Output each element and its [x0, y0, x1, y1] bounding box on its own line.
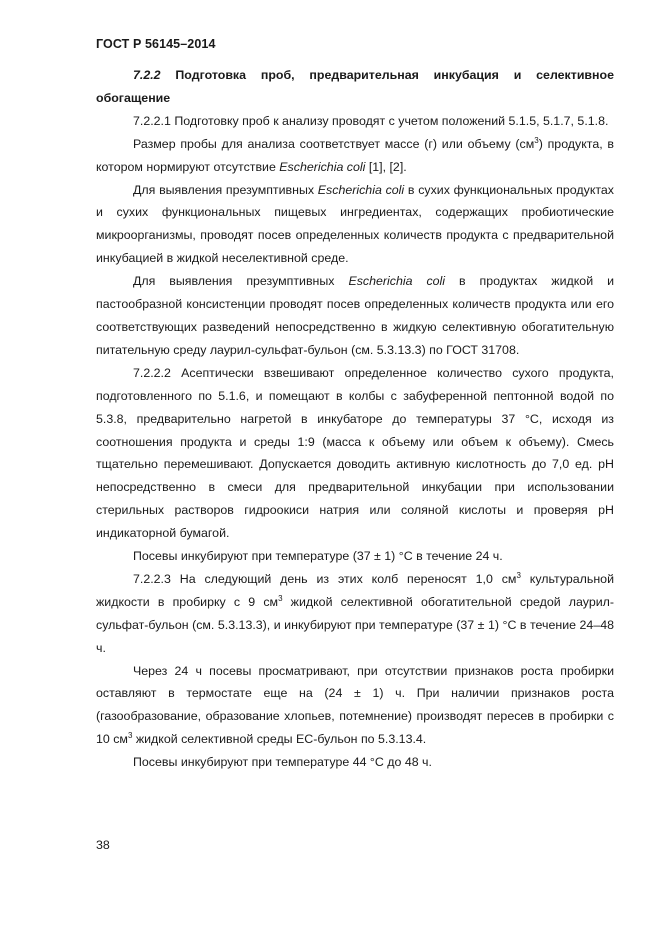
paragraph-inspection: [96, 660, 614, 752]
text-run: [1], [2].: [365, 159, 407, 174]
page-number: 38: [96, 838, 110, 852]
paragraph-7-2-2-2: 7.2.2.2 Асептически взвешивают определенное количество сухого продукта, подготовленного по 5.1.6, и помещают в колбы с забуференной пептонной водой по 5.3.8, предварительно нагретой в инкубаторе до температуры 37 °С, исходя из соотношения продукта и среды 1:9 (масса к объему или объем к объему). Смесь тщательно перемешивают. Допускается доводить активную кислотность до 7,0 ед. pH непосредственно в смеси для предварительной инкубации при использовании стерильных растворов гидроокиси натрия или соляной кислоты и проверяя pH индикаторной бумагой.: [96, 365, 614, 541]
superscript: 3: [516, 570, 521, 580]
document-header: ГОСТ Р 56145–2014: [96, 37, 216, 51]
species-name: Escherichia coli: [317, 182, 405, 197]
text-run: в продуктах жидкой и пастообразной консистенции проводят посев определенных количеств продукта или его соответствующих разведений непосредственно в жидкую селективную обогатительную питательную среду лаурил-сульфат-бульон (см. 5.3.13.3) по ГОСТ 31708.: [96, 274, 614, 357]
paragraph-incubation-44: Посевы инкубируют при температуре 44 °С до 48 ч.: [133, 755, 432, 770]
paragraph-7-2-2-3: [96, 568, 614, 660]
superscript: 3: [278, 593, 283, 603]
text-run: культуральной жидкости в пробирку с 9 см: [96, 571, 614, 609]
paragraph-sample-size: [96, 133, 614, 179]
text-run: жидкой селективной среды ЕС-бульон по 5.3.13.4.: [132, 732, 427, 747]
section-number: 7.2.2: [133, 68, 161, 82]
paragraph-7-2-2-1: 7.2.2.1 Подготовку проб к анализу проводят с учетом положений 5.1.5, 5.1.7, 5.1.8.: [133, 113, 609, 128]
species-name: Escherichia coli: [279, 159, 366, 174]
paragraph-dry-products: [96, 179, 614, 271]
species-name: Escherichia coli: [348, 274, 446, 289]
text-run: Размер пробы для анализа соответствует массе (г) или объему (см: [133, 136, 535, 151]
paragraph-incubation-37: Посевы инкубируют при температуре (37 ± 1) °С в течение 24 ч.: [133, 549, 503, 564]
superscript: 3: [127, 731, 133, 741]
text-run: жидкой селективной обогатительной средой лаурил-сульфат-бульон (см. 5.3.13.3), и инкубируют при температуре (37 ± 1) °С в течение 24–48 ч.: [96, 594, 614, 655]
text-run: Для выявления презумптивных: [133, 182, 318, 197]
text-run: Через 24 ч посевы просматривают, при отсутствии признаков роста пробирки оставляют в термостате еще на (24 ± 1) ч. При наличии признаков роста (газообразование, образование хлопьев, потемнение) производят пересев в пробирки с 10 см: [96, 663, 614, 747]
text-run: в сухих функциональных продуктах и сухих функциональных пищевых ингредиентах, содержащих пробиотические микроорганизмы, проводят посев определенных количеств продукта с предварительной инкубацией в жидкой неселективной среде.: [96, 182, 614, 266]
section-title: Подготовка проб, предварительная инкубация и селективное обогащение: [96, 68, 614, 105]
paragraph-liquid-products: [96, 270, 614, 362]
text-run: 7.2.2.3 На следующий день из этих колб переносят 1,0 см: [133, 571, 517, 586]
superscript: 3: [534, 135, 539, 145]
document-body: [96, 64, 614, 774]
text-run: Для выявления презумптивных: [133, 274, 349, 289]
text-run: ) продукта, в котором нормируют отсутствие: [96, 136, 615, 174]
section-heading: [96, 64, 614, 110]
